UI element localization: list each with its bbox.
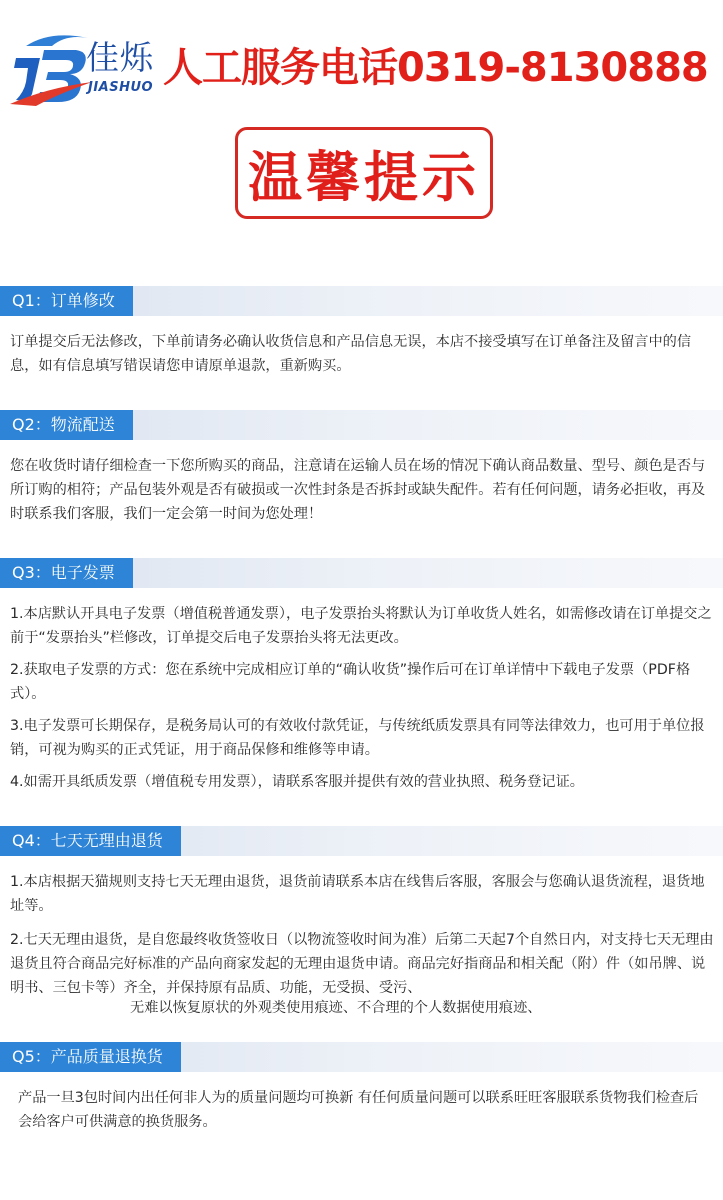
header [0,0,723,110]
section-header-q5 [0,1042,723,1072]
section-paragraph: 4.如需开具纸质发票（增值税专用发票），请联系客服并提供有效的营业执照、税务登记证。 [10,774,584,790]
logo-chinese-text: 佳烁 [86,38,154,77]
section-header-q1 [0,286,723,316]
notice-title: 温馨提示 [248,145,480,209]
section-paragraph: 无难以恢复原状的外观类使用痕迹、不合理的个人数据使用痕迹、 [130,1000,542,1016]
section-header-q2 [0,410,723,440]
section-header-q3 [0,558,723,588]
notice-title-box [235,127,493,219]
section-label: Q5：产品质量退换货 [0,1042,181,1072]
section-paragraph: 2.七天无理由退货，是自您最终收货签收日（以物流签收时间为准）后第二天起7个自然日内，对支持七天无理由退货且符合商品完好标准的产品向商家发起的无理由退货申请。商品完好指商品和相关配（附）件（如吊牌、说明书、三包卡等）齐全，并保持原有品质、功能，无受损、受污、 [10,932,714,996]
section-paragraph: 订单提交后无法修改，下单前请务必确认收货信息和产品信息无误，本店不接受填写在订单备注及留言中的信息，如有信息填写错误请您申请原单退款，重新购买。 [10,334,692,374]
section-paragraph: 您在收货时请仔细检查一下您所购买的商品，注意请在运输人员在场的情况下确认商品数量、型号、颜色是否与所订购的相符；产品包装外观是否有破损或一次性封条是否拆封或缺失配件。若有任何问题，请务必拒收，再及时联系我们客服，我们一定会第一时间为您处理！ [10,458,706,522]
section-label: Q3：电子发票 [0,558,133,588]
section-paragraph: 1.本店默认开具电子发票（增值税普通发票），电子发票抬头将默认为订单收货人姓名，如需修改请在订单提交之前于“发票抬头”栏修改，订单提交后电子发票抬头将无法更改。 [10,606,712,646]
section-label: Q4：七天无理由退货 [0,826,181,856]
logo-english-text: JIASHUO [88,80,154,95]
section-header-q4 [0,826,723,856]
section-paragraph: 1.本店根据天猫规则支持七天无理由退货，退货前请联系本店在线售后客服，客服会与您确认退货流程，退货地址等。 [10,874,705,914]
jiashuo-logo-icon [6,28,94,108]
section-label: Q2：物流配送 [0,410,133,440]
section-paragraph: 2.获取电子发票的方式：您在系统中完成相应订单的“确认收货”操作后可在订单详情中下载电子发票（PDF格式）。 [10,662,691,702]
section-paragraph: 3.电子发票可长期保存，是税务局认可的有效收付款凭证，与传统纸质发票具有同等法律效力，也可用于单位报销，可视为购买的正式凭证，用于商品保修和维修等申请。 [10,718,705,758]
section-label: Q1：订单修改 [0,286,133,316]
section-paragraph: 产品一旦3包时间内出任何非人为的质量问题均可换新 有任何质量问题可以联系旺旺客服联系货物我们检查后会给客户可供满意的换货服务。 [18,1090,699,1130]
service-hotline: 人工服务电话0319-8130888 [163,45,708,91]
